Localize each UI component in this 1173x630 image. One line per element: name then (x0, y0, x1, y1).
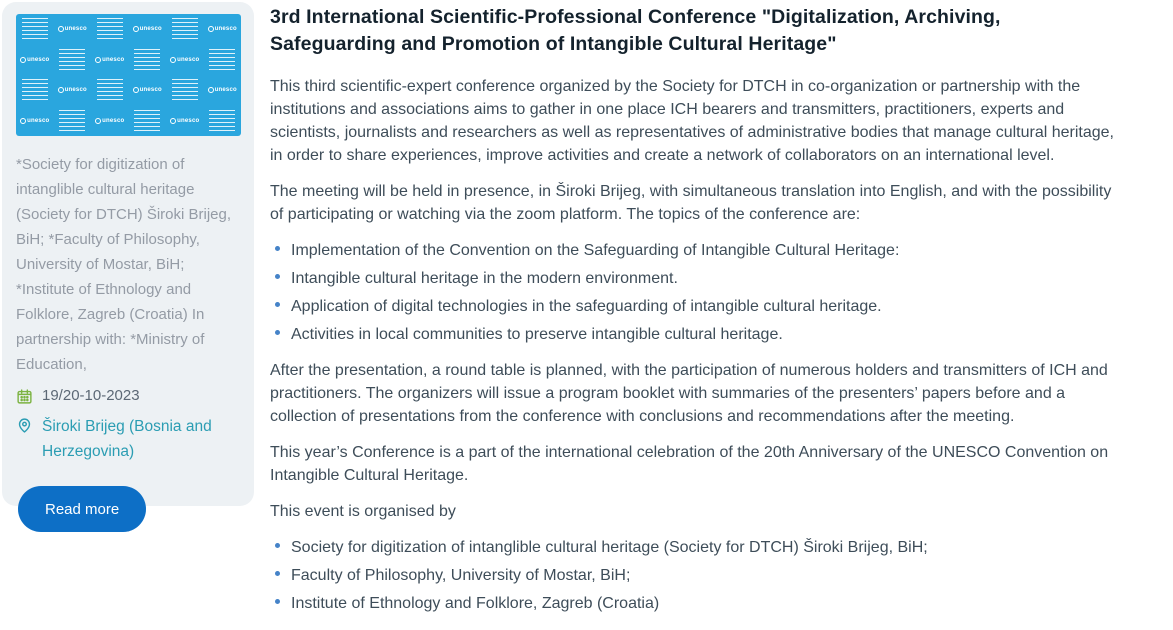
unesco-globe-icon (208, 87, 214, 93)
topic-text: Implementation of the Convention on the Safeguarding of Intangible Cultural Heritage: (291, 242, 900, 259)
list-item (270, 536, 1120, 559)
unesco-globe-icon (133, 26, 139, 32)
location-pin-icon (16, 417, 33, 434)
unesco-logo: unesco (129, 14, 167, 45)
unesco-globe-icon (20, 118, 26, 124)
read-more-button[interactable]: Read more (18, 486, 146, 532)
unesco-globe-icon (170, 118, 176, 124)
unesco-logo: unesco (54, 75, 92, 106)
pattern-text-block (166, 14, 204, 45)
event-image[interactable] (16, 14, 241, 136)
pattern-text-block (204, 45, 242, 76)
pattern-text-block (129, 106, 167, 137)
event-location-row (16, 414, 228, 464)
calendar-icon (16, 388, 33, 405)
topic-text: Activities in local communities to preserve intangible cultural heritage. (291, 326, 783, 343)
bullet-icon (275, 599, 280, 604)
unesco-globe-icon (170, 57, 176, 63)
list-item (270, 239, 1120, 262)
pattern-text-block (166, 75, 204, 106)
round-table-paragraph: After the presentation, a round table is planned, with the participation of numerous holders and transmitters of ICH and practitioners. The organizers will issue a program booklet with summaries of the presenters’ papers before and a collection of presentations from the conference with conclusions and recommendations after the meeting. (270, 362, 1108, 425)
topic-text: Intangible cultural heritage in the modern environment. (291, 270, 678, 287)
organisers-list (270, 536, 1120, 615)
page-title: 3rd International Scientific-Professional Conference "Digitalization, Archiving, Safeguarding and Promotion of Intangible Cultural Heritage" (270, 6, 1001, 55)
event-date-row (16, 385, 228, 406)
unesco-logo: unesco (166, 106, 204, 137)
organiser-text: Institute of Ethnology and Folklore, Zagreb (Croatia) (291, 595, 660, 612)
organizers-text: *Society for digitization of intanglible cultural heritage (Society for DTCH) Široki Brijeg, BiH; *Faculty of Philosophy, University of Mostar, BiH; *Institute of Ethnology and Folklore, Zagreb (Croatia) In partnership with: *Ministry of Education, (16, 156, 232, 373)
unesco-logo: unesco (204, 14, 242, 45)
list-item (270, 592, 1120, 615)
event-detail (270, 4, 1120, 628)
pattern-text-block (16, 75, 54, 106)
bullet-icon (275, 302, 280, 307)
unesco-globe-icon (20, 57, 26, 63)
unesco-logo: unesco (166, 45, 204, 76)
unesco-logo: unesco (91, 106, 129, 137)
list-item (270, 323, 1120, 346)
bullet-icon (275, 571, 280, 576)
unesco-logo: unesco (91, 45, 129, 76)
list-item (270, 564, 1120, 587)
pattern-text-block (204, 106, 242, 137)
unesco-globe-icon (58, 26, 64, 32)
unesco-logo: unesco (129, 75, 167, 106)
meeting-paragraph: The meeting will be held in presence, in Široki Brijeg, with simultaneous translation into English, and with the possibility of participating or watching via the zoom platform. The topics of the conference are: (270, 183, 1112, 223)
unesco-globe-icon (95, 118, 101, 124)
unesco-globe-icon (58, 87, 64, 93)
bullet-icon (275, 274, 280, 279)
bullet-icon (275, 330, 280, 335)
unesco-globe-icon (133, 87, 139, 93)
pattern-text-block (129, 45, 167, 76)
unesco-logo: unesco (16, 45, 54, 76)
unesco-globe-icon (95, 57, 101, 63)
pattern-text-block (91, 75, 129, 106)
pattern-text-block (16, 14, 54, 45)
list-item (270, 295, 1120, 318)
organiser-text: Faculty of Philosophy, University of Mostar, BiH; (291, 567, 631, 584)
unesco-logo: unesco (54, 14, 92, 45)
unesco-logo: unesco (16, 106, 54, 137)
intro-paragraph: This third scientific-expert conference organized by the Society for DTCH in co-organization or partnership with the institutions and associations aims to gather in one place ICH bearers and transmitters, practitioners, experts and scientists, journalists and researchers as well as representatives of administrative bodies that manage cultural heritage, in order to share experiences, improve activities and create a network of collaborators on an international level. (270, 78, 1114, 164)
organiser-text: Society for digitization of intanglible cultural heritage (Society for DTCH) Široki Brijeg, BiH; (291, 539, 928, 556)
list-item (270, 267, 1120, 290)
event-location[interactable]: Široki Brijeg (Bosnia and Herzegovina) (42, 418, 212, 460)
unesco-globe-icon (208, 26, 214, 32)
event-summary-card (2, 2, 254, 518)
pattern-text-block (91, 14, 129, 45)
organised-by-label: This event is organised by (270, 503, 456, 520)
event-date: 19/20-10-2023 (42, 387, 140, 404)
bullet-icon (275, 246, 280, 251)
anniversary-paragraph: This year’s Conference is a part of the international celebration of the 20th Anniversary of the UNESCO Convention on Intangible Cultural Heritage. (270, 444, 1109, 484)
topic-text: Application of digital technologies in the safeguarding of intangible cultural heritage. (291, 298, 882, 315)
topics-list (270, 239, 1120, 346)
pattern-text-block (54, 106, 92, 137)
unesco-logo: unesco (204, 75, 242, 106)
pattern-text-block (54, 45, 92, 76)
bullet-icon (275, 543, 280, 548)
